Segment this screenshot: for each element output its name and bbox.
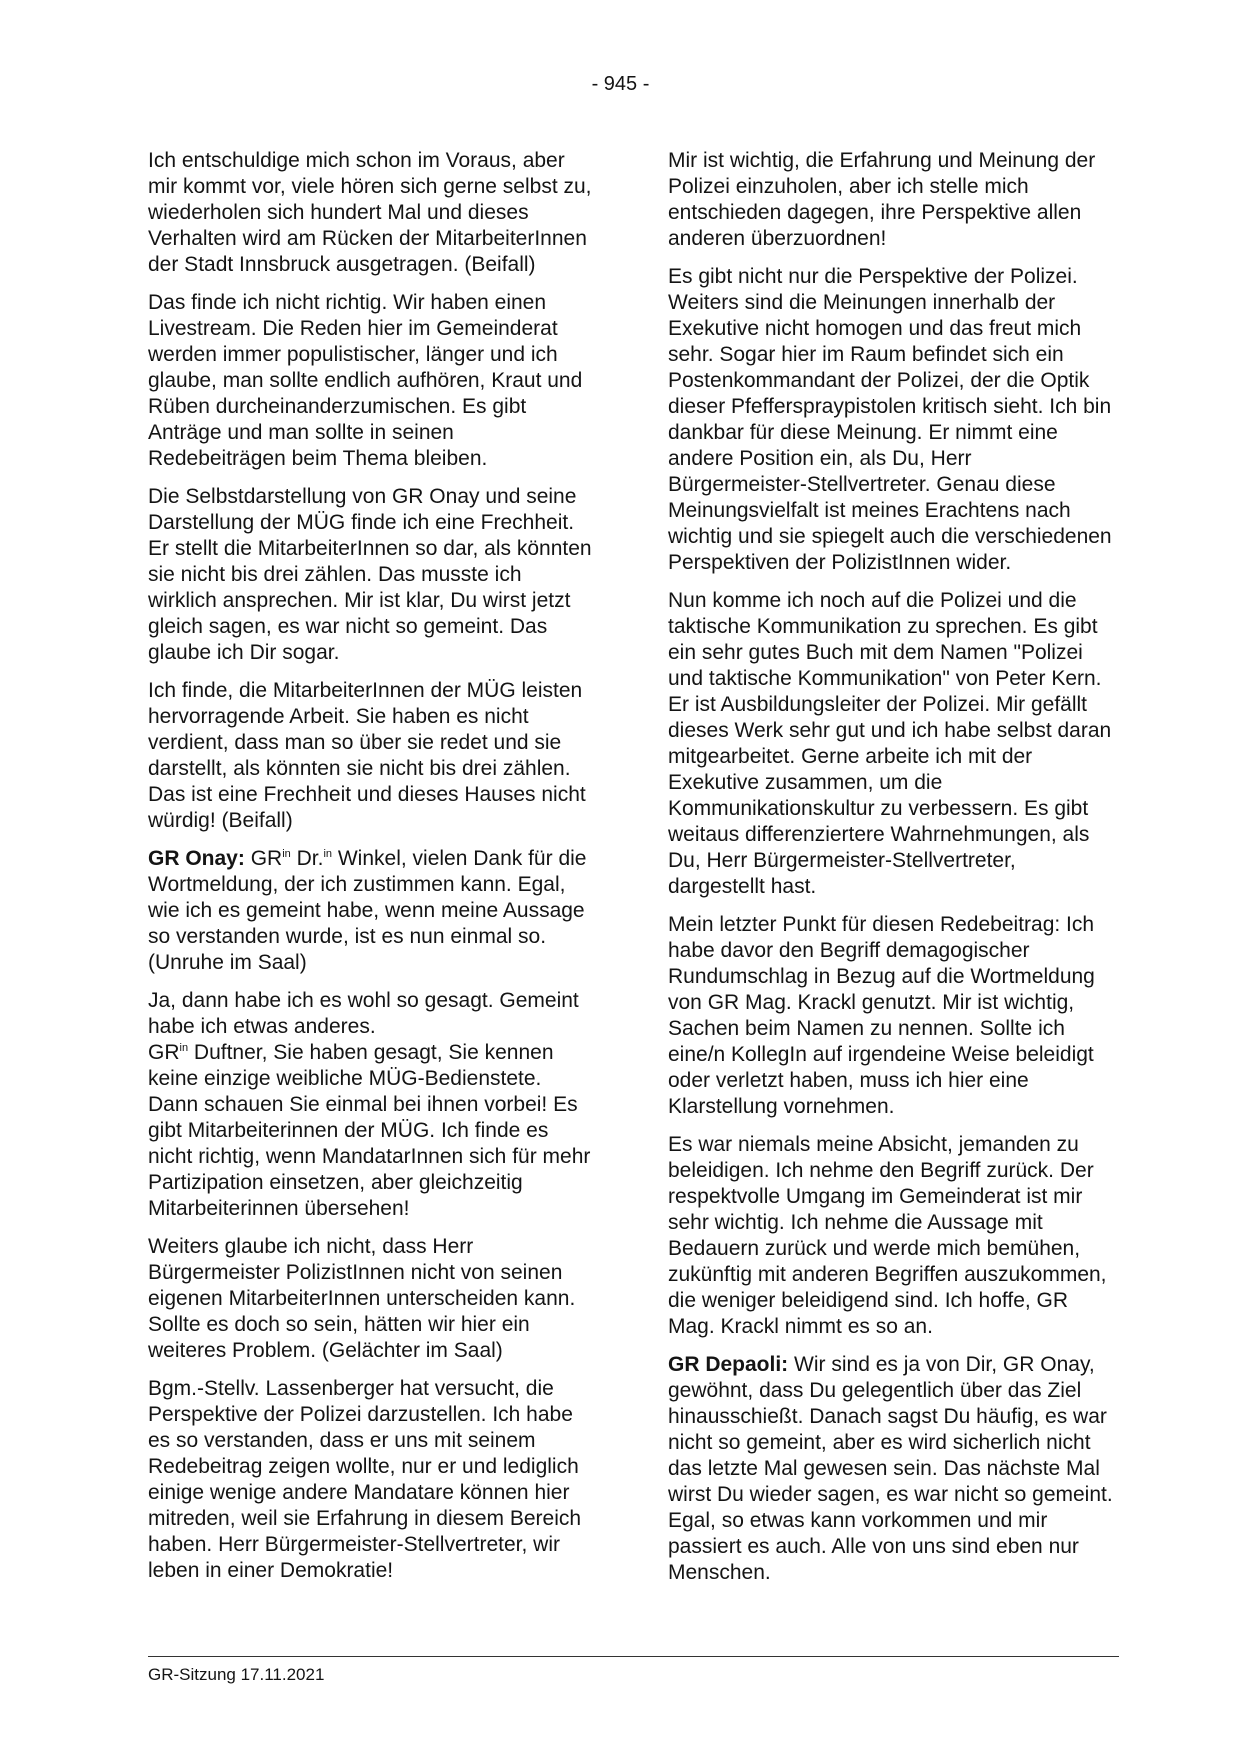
speech-paragraph xyxy=(148,846,594,976)
title-superscript: in xyxy=(179,1042,189,1054)
paragraph-text: Duftner, Sie haben gesagt, Sie kennen keine einzige weibliche MÜG-Bedienstete. Dann schauen Sie einmal bei ihnen vorbei! Es gibt Mitarbeiterinnen der MÜG. Ich finde es nicht richtig, wenn MandatarInnen sich für mehr Partizipation einsetzen, aber gleichzeitig Mitarbeiterinnen übersehen! xyxy=(148,1041,591,1220)
paragraph: Ja, dann habe ich es wohl so gesagt. Gemeint habe ich etwas anderes. xyxy=(148,989,579,1038)
speech-text: Wir sind es ja von Dir, GR Onay, gewöhnt, dass Du gelegentlich über das Ziel hinausschießt. Danach sagst Du häufig, es war nicht so gemeint, aber es wird sicherlich nicht das letzte Mal gewesen sein. Das nächste Mal wirst Du wieder sagen, es war nicht so gemeint. Egal, so etwas kann vorkommen und mir passiert es auch. Alle von uns sind eben nur Menschen. xyxy=(668,1353,1113,1584)
paragraph: Ich entschuldige mich schon im Voraus, aber mir kommt vor, viele hören sich gerne selbst zu, wiederholen sich hundert Mal und dieses Verhalten wird am Rücken der MitarbeiterInnen der Stadt Innsbruck ausgetragen. (Beifall) xyxy=(148,149,592,276)
paragraph: Die Selbstdarstellung von GR Onay und seine Darstellung der MÜG finde ich eine Frechheit. Er stellt die MitarbeiterInnen so dar, als könnten sie nicht bis drei zählen. Das musste ich wirklich ansprechen. Mir ist klar, Du wirst jetzt gleich sagen, es war nicht so gemeint. Das glaube ich Dir sogar. xyxy=(148,485,592,664)
title-abbrev: Dr. xyxy=(296,847,324,870)
footer-divider xyxy=(148,1656,1119,1657)
speaker-name: GR Depaoli: xyxy=(668,1353,789,1376)
paragraph: Es war niemals meine Absicht, jemanden zu beleidigen. Ich nehme den Begriff zurück. Der respektvolle Umgang im Gemeinderat ist mir sehr wichtig. Ich nehme die Aussage mit Bedauern zurück und werde mich bemühen, zukünftig mit anderen Begriffen auszukommen, die weniger beleidigend sind. Ich hoffe, GR Mag. Krackl nimmt es so an. xyxy=(668,1133,1107,1338)
speaker-name: GR Onay: xyxy=(148,847,245,870)
right-column xyxy=(668,148,1114,1598)
title-abbrev: GR xyxy=(250,847,283,870)
paragraph xyxy=(148,1040,594,1222)
paragraph: Bgm.-Stellv. Lassenberger hat versucht, die Perspektive der Polizei darzustellen. Ich habe es so verstanden, dass er uns mit seinem Redebeitrag zeigen wollte, nur er und lediglich einige wenige andere Mandatare können hier mitreden, weil sie Erfahrung in diesem Bereich haben. Herr Bürgermeister-Stellvertreter, wir leben in einer Demokratie! xyxy=(148,1377,582,1582)
page-number: - 945 - xyxy=(591,73,650,95)
footer-session-date: GR-Sitzung 17.11.2021 xyxy=(148,1665,325,1684)
paragraph: Mir ist wichtig, die Erfahrung und Meinung der Polizei einzuholen, aber ich stelle mich entschieden dagegen, ihre Perspektive allen anderen überzuordnen! xyxy=(668,149,1096,250)
title-superscript: in xyxy=(323,848,333,860)
paragraph: Weiters glaube ich nicht, dass Herr Bürgermeister PolizistInnen nicht von seinen eigenen MitarbeiterInnen unterscheiden kann. Sollte es doch so sein, hätten wir hier ein weiteres Problem. (Gelächter im Saal) xyxy=(148,1235,576,1362)
title-abbrev: GR xyxy=(148,1041,180,1064)
speech-paragraph xyxy=(668,1352,1114,1586)
paragraph: Ich finde, die MitarbeiterInnen der MÜG leisten hervorragende Arbeit. Sie haben es nicht verdient, dass man so über sie redet und sie darstellt, als könnten sie nicht bis drei zählen. Das ist eine Frechheit und dieses Hauses nicht würdig! (Beifall) xyxy=(148,679,586,832)
paragraph: Es gibt nicht nur die Perspektive der Polizei. Weiters sind die Meinungen innerhalb der Exekutive nicht homogen und das freut mich sehr. Sogar hier im Raum befindet sich ein Postenkommandant der Polizei, der die Optik dieser Pfefferspraypistolen kritisch sieht. Ich bin dankbar für diese Meinung. Er nimmt eine andere Position ein, als Du, Herr Bürgermeister-Stellvertreter. Genau diese Meinungsvielfalt ist meines Erachtens nach wichtig und sie spiegelt auch die verschiedenen Perspektiven der PolizistInnen wider. xyxy=(668,265,1112,574)
paragraph: Das finde ich nicht richtig. Wir haben einen Livestream. Die Reden hier im Gemeinderat werden immer populistischer, länger und ich glaube, man sollte endlich aufhören, Kraut und Rüben durcheinanderzumischen. Es gibt Anträge und man sollte in seinen Redebeiträgen beim Thema bleiben. xyxy=(148,291,583,470)
paragraph: Nun komme ich noch auf die Polizei und die taktische Kommunikation zu sprechen. Es gibt ein sehr gutes Buch mit dem Namen "Polizei und taktische Kommunikation" von Peter Kern. Er ist Ausbildungsleiter der Polizei. Mir gefällt dieses Werk sehr gut und ich habe selbst daran mitgearbeitet. Gerne arbeite ich mit der Exekutive zusammen, um die Kommunikationskultur zu verbessern. Es gibt weitaus differenziertere Wahrnehmungen, als Du, Herr Bürgermeister-Stellvertreter, dargestellt hast. xyxy=(668,589,1112,898)
paragraph: Mein letzter Punkt für diesen Redebeitrag: Ich habe davor den Begriff demagogischer Rundumschlag in Bezug auf die Wortmeldung von GR Mag. Krackl genutzt. Mir ist wichtig, Sachen beim Namen zu nennen. Sollte ich eine/n KollegIn auf irgendeine Weise beleidigt oder verletzt haben, muss ich hier eine Klarstellung vornehmen. xyxy=(668,913,1095,1118)
title-superscript: in xyxy=(282,848,291,860)
speech-text: Winkel, vielen Dank für die Wortmeldung, der ich zustimmen kann. Egal, wie ich es gemeint habe, wenn meine Aussage so verstanden wurde, ist es nun einmal so. (Unruhe im Saal) xyxy=(148,847,587,974)
left-column xyxy=(148,148,594,1596)
